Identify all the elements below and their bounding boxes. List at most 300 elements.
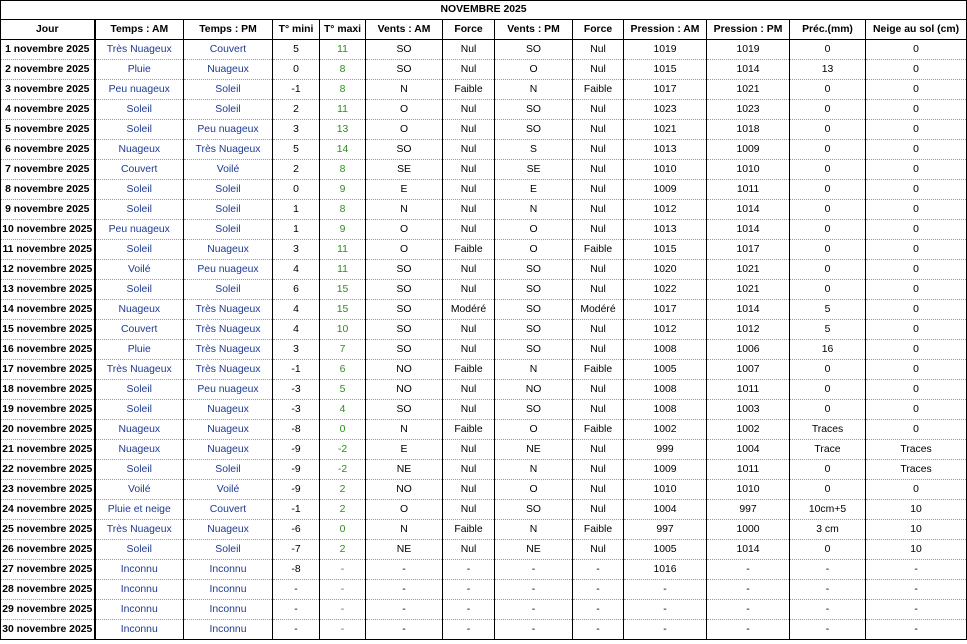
cell-t-maxi[interactable]: - — [320, 600, 366, 620]
cell-vents-am[interactable]: SO — [366, 60, 443, 80]
cell-pression-pm[interactable]: - — [707, 620, 790, 640]
cell-temps-pm[interactable]: Nuageux — [184, 240, 273, 260]
cell-t-mini[interactable]: -9 — [273, 460, 320, 480]
cell-temps-am[interactable]: Soleil — [95, 400, 184, 420]
cell-temps-pm[interactable]: Soleil — [184, 460, 273, 480]
cell-t-maxi[interactable]: 8 — [320, 160, 366, 180]
cell-t-maxi[interactable]: 9 — [320, 220, 366, 240]
cell-temps-pm[interactable]: Nuageux — [184, 520, 273, 540]
cell-vents-am[interactable]: N — [366, 80, 443, 100]
cell-force-pm[interactable]: Nul — [573, 120, 624, 140]
cell-temps-am[interactable]: Soleil — [95, 100, 184, 120]
cell-temps-pm[interactable]: Inconnu — [184, 560, 273, 580]
cell-force-am[interactable]: Faible — [443, 420, 495, 440]
cell-vents-am[interactable]: SO — [366, 300, 443, 320]
cell-day[interactable]: 7 novembre 2025 — [1, 160, 95, 180]
cell-force-am[interactable]: Nul — [443, 260, 495, 280]
cell-t-maxi[interactable]: - — [320, 560, 366, 580]
cell-temps-pm[interactable]: Nuageux — [184, 400, 273, 420]
cell-force-am[interactable]: Nul — [443, 500, 495, 520]
cell-t-maxi[interactable]: 11 — [320, 260, 366, 280]
cell-pression-pm[interactable]: 1014 — [707, 300, 790, 320]
cell-temps-pm[interactable]: Voilé — [184, 160, 273, 180]
cell-neige[interactable]: 0 — [866, 320, 967, 340]
cell-pression-am[interactable]: - — [624, 620, 707, 640]
cell-pression-pm[interactable]: 1011 — [707, 180, 790, 200]
cell-vents-pm[interactable]: SO — [495, 280, 573, 300]
cell-t-maxi[interactable]: 9 — [320, 180, 366, 200]
cell-neige[interactable]: 0 — [866, 200, 967, 220]
cell-temps-am[interactable]: Inconnu — [95, 560, 184, 580]
cell-neige[interactable]: 0 — [866, 360, 967, 380]
cell-pression-am[interactable]: 1002 — [624, 420, 707, 440]
cell-temps-pm[interactable]: Soleil — [184, 200, 273, 220]
cell-t-mini[interactable]: 0 — [273, 60, 320, 80]
cell-force-pm[interactable]: Faible — [573, 420, 624, 440]
cell-temps-pm[interactable]: Nuageux — [184, 440, 273, 460]
cell-prec[interactable]: 0 — [790, 80, 866, 100]
cell-t-mini[interactable]: -1 — [273, 80, 320, 100]
cell-temps-pm[interactable]: Soleil — [184, 100, 273, 120]
cell-pression-pm[interactable]: 997 — [707, 500, 790, 520]
cell-t-mini[interactable]: 3 — [273, 340, 320, 360]
cell-force-pm[interactable]: - — [573, 580, 624, 600]
cell-t-maxi[interactable]: 4 — [320, 400, 366, 420]
cell-temps-pm[interactable]: Voilé — [184, 480, 273, 500]
cell-t-mini[interactable]: 0 — [273, 180, 320, 200]
cell-temps-am[interactable]: Soleil — [95, 380, 184, 400]
cell-vents-pm[interactable]: N — [495, 80, 573, 100]
cell-pression-pm[interactable]: 1010 — [707, 480, 790, 500]
cell-t-mini[interactable]: 4 — [273, 300, 320, 320]
cell-force-am[interactable]: Nul — [443, 280, 495, 300]
cell-force-am[interactable]: Nul — [443, 460, 495, 480]
cell-vents-pm[interactable]: N — [495, 200, 573, 220]
cell-temps-pm[interactable]: Soleil — [184, 220, 273, 240]
cell-pression-pm[interactable]: 1014 — [707, 220, 790, 240]
cell-force-am[interactable]: Nul — [443, 160, 495, 180]
cell-temps-am[interactable]: Soleil — [95, 280, 184, 300]
cell-prec[interactable]: Trace — [790, 440, 866, 460]
cell-prec[interactable]: - — [790, 620, 866, 640]
cell-pression-pm[interactable]: 1011 — [707, 460, 790, 480]
cell-pression-pm[interactable]: 1014 — [707, 60, 790, 80]
cell-neige[interactable]: 0 — [866, 140, 967, 160]
cell-vents-pm[interactable]: NE — [495, 440, 573, 460]
cell-t-mini[interactable]: -8 — [273, 420, 320, 440]
cell-temps-am[interactable]: Couvert — [95, 320, 184, 340]
cell-day[interactable]: 8 novembre 2025 — [1, 180, 95, 200]
cell-day[interactable]: 17 novembre 2025 — [1, 360, 95, 380]
cell-vents-am[interactable]: N — [366, 520, 443, 540]
cell-vents-am[interactable]: - — [366, 620, 443, 640]
header-vents-pm[interactable]: Vents : PM — [495, 20, 573, 40]
cell-neige[interactable]: 0 — [866, 260, 967, 280]
cell-force-am[interactable]: Nul — [443, 40, 495, 60]
cell-force-am[interactable]: - — [443, 560, 495, 580]
cell-pression-pm[interactable]: 1002 — [707, 420, 790, 440]
cell-t-maxi[interactable]: -2 — [320, 440, 366, 460]
cell-vents-am[interactable]: NO — [366, 360, 443, 380]
cell-day[interactable]: 23 novembre 2025 — [1, 480, 95, 500]
cell-neige[interactable]: - — [866, 600, 967, 620]
cell-pression-am[interactable]: - — [624, 580, 707, 600]
cell-vents-am[interactable]: O — [366, 500, 443, 520]
cell-neige[interactable]: 0 — [866, 220, 967, 240]
cell-day[interactable]: 11 novembre 2025 — [1, 240, 95, 260]
cell-temps-am[interactable]: Nuageux — [95, 420, 184, 440]
cell-temps-am[interactable]: Très Nuageux — [95, 520, 184, 540]
cell-pression-am[interactable]: 1008 — [624, 380, 707, 400]
cell-prec[interactable]: 0 — [790, 40, 866, 60]
cell-t-mini[interactable]: 3 — [273, 120, 320, 140]
cell-prec[interactable]: 5 — [790, 300, 866, 320]
cell-day[interactable]: 13 novembre 2025 — [1, 280, 95, 300]
cell-vents-am[interactable]: SO — [366, 260, 443, 280]
cell-pression-am[interactable]: 1005 — [624, 540, 707, 560]
cell-pression-am[interactable]: 1008 — [624, 340, 707, 360]
cell-day[interactable]: 30 novembre 2025 — [1, 620, 95, 640]
cell-force-pm[interactable]: Nul — [573, 100, 624, 120]
cell-t-maxi[interactable]: 11 — [320, 240, 366, 260]
cell-vents-pm[interactable]: SO — [495, 320, 573, 340]
cell-prec[interactable]: 0 — [790, 240, 866, 260]
cell-t-mini[interactable]: -1 — [273, 360, 320, 380]
cell-force-pm[interactable]: - — [573, 600, 624, 620]
header-prec[interactable]: Préc.(mm) — [790, 20, 866, 40]
cell-temps-pm[interactable]: Soleil — [184, 80, 273, 100]
cell-prec[interactable]: 0 — [790, 400, 866, 420]
cell-temps-am[interactable]: Nuageux — [95, 300, 184, 320]
cell-force-am[interactable]: Nul — [443, 340, 495, 360]
cell-pression-pm[interactable]: 1009 — [707, 140, 790, 160]
cell-pression-pm[interactable]: 1021 — [707, 80, 790, 100]
cell-force-pm[interactable]: Faible — [573, 240, 624, 260]
cell-neige[interactable]: 0 — [866, 80, 967, 100]
cell-prec[interactable]: 3 cm — [790, 520, 866, 540]
cell-vents-pm[interactable]: SO — [495, 340, 573, 360]
cell-temps-pm[interactable]: Couvert — [184, 40, 273, 60]
cell-pression-am[interactable]: 1009 — [624, 180, 707, 200]
cell-temps-am[interactable]: Soleil — [95, 460, 184, 480]
cell-t-mini[interactable]: -8 — [273, 560, 320, 580]
cell-pression-am[interactable]: 1015 — [624, 60, 707, 80]
cell-vents-pm[interactable]: E — [495, 180, 573, 200]
cell-force-pm[interactable]: Nul — [573, 220, 624, 240]
cell-temps-pm[interactable]: Inconnu — [184, 600, 273, 620]
cell-neige[interactable]: 0 — [866, 180, 967, 200]
cell-temps-pm[interactable]: Couvert — [184, 500, 273, 520]
cell-prec[interactable]: 0 — [790, 380, 866, 400]
cell-force-pm[interactable]: Faible — [573, 80, 624, 100]
header-pression-pm[interactable]: Pression : PM — [707, 20, 790, 40]
cell-temps-pm[interactable]: Très Nuageux — [184, 140, 273, 160]
cell-t-maxi[interactable]: 5 — [320, 380, 366, 400]
cell-pression-am[interactable]: 999 — [624, 440, 707, 460]
cell-vents-am[interactable]: - — [366, 560, 443, 580]
cell-day[interactable]: 18 novembre 2025 — [1, 380, 95, 400]
cell-day[interactable]: 20 novembre 2025 — [1, 420, 95, 440]
cell-neige[interactable]: 0 — [866, 100, 967, 120]
cell-t-mini[interactable]: -1 — [273, 500, 320, 520]
cell-vents-am[interactable]: N — [366, 420, 443, 440]
cell-temps-am[interactable]: Nuageux — [95, 440, 184, 460]
cell-neige[interactable]: 10 — [866, 520, 967, 540]
cell-day[interactable]: 28 novembre 2025 — [1, 580, 95, 600]
cell-neige[interactable]: - — [866, 620, 967, 640]
header-pression-am[interactable]: Pression : AM — [624, 20, 707, 40]
cell-neige[interactable]: 0 — [866, 280, 967, 300]
cell-vents-pm[interactable]: SE — [495, 160, 573, 180]
cell-pression-pm[interactable]: 1004 — [707, 440, 790, 460]
cell-temps-am[interactable]: Inconnu — [95, 580, 184, 600]
cell-prec[interactable]: - — [790, 580, 866, 600]
cell-force-pm[interactable]: Nul — [573, 380, 624, 400]
cell-force-am[interactable]: Nul — [443, 120, 495, 140]
cell-prec[interactable]: - — [790, 600, 866, 620]
cell-day[interactable]: 10 novembre 2025 — [1, 220, 95, 240]
cell-t-mini[interactable]: 5 — [273, 140, 320, 160]
cell-t-maxi[interactable]: - — [320, 620, 366, 640]
header-neige[interactable]: Neige au sol (cm) — [866, 20, 967, 40]
cell-day[interactable]: 9 novembre 2025 — [1, 200, 95, 220]
cell-temps-am[interactable]: Soleil — [95, 200, 184, 220]
cell-t-maxi[interactable]: 8 — [320, 80, 366, 100]
cell-vents-pm[interactable]: N — [495, 360, 573, 380]
cell-force-am[interactable]: - — [443, 620, 495, 640]
cell-temps-pm[interactable]: Peu nuageux — [184, 120, 273, 140]
cell-pression-pm[interactable]: - — [707, 560, 790, 580]
cell-t-maxi[interactable]: 6 — [320, 360, 366, 380]
cell-vents-am[interactable]: NE — [366, 460, 443, 480]
cell-neige[interactable]: 0 — [866, 300, 967, 320]
cell-prec[interactable]: 0 — [790, 100, 866, 120]
cell-prec[interactable]: 0 — [790, 360, 866, 380]
cell-temps-pm[interactable]: Inconnu — [184, 620, 273, 640]
cell-neige[interactable]: 0 — [866, 400, 967, 420]
cell-day[interactable]: 21 novembre 2025 — [1, 440, 95, 460]
cell-pression-am[interactable]: 1023 — [624, 100, 707, 120]
cell-force-am[interactable]: - — [443, 600, 495, 620]
cell-force-pm[interactable]: - — [573, 620, 624, 640]
cell-t-maxi[interactable]: 14 — [320, 140, 366, 160]
cell-temps-am[interactable]: Pluie — [95, 340, 184, 360]
cell-t-mini[interactable]: 1 — [273, 200, 320, 220]
cell-vents-pm[interactable]: SO — [495, 500, 573, 520]
cell-day[interactable]: 6 novembre 2025 — [1, 140, 95, 160]
cell-vents-pm[interactable]: SO — [495, 40, 573, 60]
cell-pression-am[interactable]: 1012 — [624, 320, 707, 340]
cell-force-pm[interactable]: Nul — [573, 180, 624, 200]
cell-pression-pm[interactable]: - — [707, 580, 790, 600]
cell-force-pm[interactable]: Nul — [573, 40, 624, 60]
cell-temps-pm[interactable]: Soleil — [184, 280, 273, 300]
cell-prec[interactable]: 0 — [790, 260, 866, 280]
cell-vents-am[interactable]: NO — [366, 380, 443, 400]
cell-neige[interactable]: 0 — [866, 40, 967, 60]
cell-temps-am[interactable]: Soleil — [95, 120, 184, 140]
cell-vents-am[interactable]: E — [366, 440, 443, 460]
cell-temps-am[interactable]: Inconnu — [95, 600, 184, 620]
cell-vents-am[interactable]: SO — [366, 340, 443, 360]
cell-t-maxi[interactable]: 15 — [320, 280, 366, 300]
cell-temps-am[interactable]: Inconnu — [95, 620, 184, 640]
cell-t-maxi[interactable]: 0 — [320, 420, 366, 440]
cell-prec[interactable]: Traces — [790, 420, 866, 440]
cell-day[interactable]: 24 novembre 2025 — [1, 500, 95, 520]
cell-t-maxi[interactable]: 11 — [320, 100, 366, 120]
cell-prec[interactable]: 0 — [790, 140, 866, 160]
cell-force-am[interactable]: Faible — [443, 360, 495, 380]
cell-pression-pm[interactable]: 1019 — [707, 40, 790, 60]
cell-pression-am[interactable]: 1009 — [624, 460, 707, 480]
cell-vents-pm[interactable]: O — [495, 60, 573, 80]
cell-neige[interactable]: 0 — [866, 60, 967, 80]
cell-force-am[interactable]: Faible — [443, 240, 495, 260]
cell-t-mini[interactable]: 1 — [273, 220, 320, 240]
cell-temps-pm[interactable]: Soleil — [184, 540, 273, 560]
cell-force-pm[interactable]: Nul — [573, 140, 624, 160]
cell-force-pm[interactable]: Nul — [573, 460, 624, 480]
cell-force-am[interactable]: Nul — [443, 220, 495, 240]
cell-temps-pm[interactable]: Peu nuageux — [184, 380, 273, 400]
cell-pression-pm[interactable]: 1007 — [707, 360, 790, 380]
cell-temps-pm[interactable]: Très Nuageux — [184, 300, 273, 320]
cell-temps-am[interactable]: Très Nuageux — [95, 360, 184, 380]
cell-t-maxi[interactable]: 8 — [320, 200, 366, 220]
cell-pression-pm[interactable]: 1017 — [707, 240, 790, 260]
cell-vents-pm[interactable]: - — [495, 600, 573, 620]
cell-t-mini[interactable]: 2 — [273, 100, 320, 120]
cell-neige[interactable]: 0 — [866, 480, 967, 500]
cell-force-am[interactable]: Nul — [443, 440, 495, 460]
cell-temps-am[interactable]: Très Nuageux — [95, 40, 184, 60]
cell-pression-pm[interactable]: 1014 — [707, 540, 790, 560]
cell-neige[interactable]: - — [866, 560, 967, 580]
cell-prec[interactable]: 0 — [790, 480, 866, 500]
cell-prec[interactable]: 13 — [790, 60, 866, 80]
cell-vents-am[interactable]: - — [366, 600, 443, 620]
cell-vents-am[interactable]: SO — [366, 40, 443, 60]
cell-force-am[interactable]: Nul — [443, 60, 495, 80]
cell-pression-am[interactable]: 1017 — [624, 80, 707, 100]
cell-neige[interactable]: Traces — [866, 460, 967, 480]
cell-force-pm[interactable]: Nul — [573, 280, 624, 300]
cell-force-am[interactable]: Nul — [443, 320, 495, 340]
cell-vents-am[interactable]: SO — [366, 140, 443, 160]
cell-vents-am[interactable]: SO — [366, 400, 443, 420]
cell-temps-pm[interactable]: Peu nuageux — [184, 260, 273, 280]
cell-t-maxi[interactable]: 11 — [320, 40, 366, 60]
cell-prec[interactable]: 0 — [790, 200, 866, 220]
cell-temps-am[interactable]: Pluie — [95, 60, 184, 80]
cell-temps-am[interactable]: Soleil — [95, 540, 184, 560]
cell-t-maxi[interactable]: 0 — [320, 520, 366, 540]
header-t-maxi[interactable]: T° maxi — [320, 20, 366, 40]
cell-t-maxi[interactable]: 8 — [320, 60, 366, 80]
cell-pression-pm[interactable]: - — [707, 600, 790, 620]
cell-pression-am[interactable]: 1022 — [624, 280, 707, 300]
cell-force-pm[interactable]: Nul — [573, 60, 624, 80]
cell-pression-pm[interactable]: 1023 — [707, 100, 790, 120]
cell-pression-am[interactable]: 1010 — [624, 480, 707, 500]
cell-vents-am[interactable]: O — [366, 120, 443, 140]
cell-pression-pm[interactable]: 1011 — [707, 380, 790, 400]
cell-temps-pm[interactable]: Nuageux — [184, 420, 273, 440]
cell-pression-am[interactable]: 1008 — [624, 400, 707, 420]
cell-prec[interactable]: - — [790, 560, 866, 580]
cell-force-pm[interactable]: Nul — [573, 400, 624, 420]
cell-t-maxi[interactable]: 10 — [320, 320, 366, 340]
cell-force-pm[interactable]: Nul — [573, 500, 624, 520]
cell-day[interactable]: 2 novembre 2025 — [1, 60, 95, 80]
cell-pression-pm[interactable]: 1000 — [707, 520, 790, 540]
cell-vents-pm[interactable]: SO — [495, 400, 573, 420]
cell-force-pm[interactable]: Nul — [573, 160, 624, 180]
cell-t-mini[interactable]: -9 — [273, 440, 320, 460]
header-temps-am[interactable]: Temps : AM — [95, 20, 184, 40]
cell-t-mini[interactable]: 5 — [273, 40, 320, 60]
cell-prec[interactable]: 0 — [790, 220, 866, 240]
cell-vents-pm[interactable]: S — [495, 140, 573, 160]
cell-force-am[interactable]: Faible — [443, 80, 495, 100]
cell-neige[interactable]: - — [866, 580, 967, 600]
cell-temps-am[interactable]: Soleil — [95, 180, 184, 200]
cell-vents-pm[interactable]: O — [495, 480, 573, 500]
cell-temps-pm[interactable]: Très Nuageux — [184, 340, 273, 360]
cell-prec[interactable]: 0 — [790, 540, 866, 560]
cell-pression-am[interactable]: 1004 — [624, 500, 707, 520]
cell-t-maxi[interactable]: - — [320, 580, 366, 600]
cell-force-pm[interactable]: Nul — [573, 320, 624, 340]
cell-t-maxi[interactable]: -2 — [320, 460, 366, 480]
cell-pression-pm[interactable]: 1021 — [707, 280, 790, 300]
cell-force-pm[interactable]: Modéré — [573, 300, 624, 320]
cell-pression-am[interactable]: 1015 — [624, 240, 707, 260]
cell-temps-pm[interactable]: Soleil — [184, 180, 273, 200]
cell-pression-pm[interactable]: 1018 — [707, 120, 790, 140]
cell-temps-am[interactable]: Soleil — [95, 240, 184, 260]
cell-t-mini[interactable]: -6 — [273, 520, 320, 540]
cell-prec[interactable]: 0 — [790, 280, 866, 300]
cell-pression-am[interactable]: 1016 — [624, 560, 707, 580]
cell-temps-am[interactable]: Nuageux — [95, 140, 184, 160]
cell-vents-pm[interactable]: - — [495, 560, 573, 580]
cell-day[interactable]: 19 novembre 2025 — [1, 400, 95, 420]
cell-force-am[interactable]: Nul — [443, 100, 495, 120]
cell-vents-pm[interactable]: O — [495, 420, 573, 440]
cell-day[interactable]: 26 novembre 2025 — [1, 540, 95, 560]
cell-pression-am[interactable]: 997 — [624, 520, 707, 540]
cell-pression-am[interactable]: 1013 — [624, 220, 707, 240]
cell-vents-pm[interactable]: SO — [495, 100, 573, 120]
cell-vents-pm[interactable]: SO — [495, 120, 573, 140]
cell-neige[interactable]: 10 — [866, 500, 967, 520]
cell-day[interactable]: 3 novembre 2025 — [1, 80, 95, 100]
cell-t-mini[interactable]: 3 — [273, 240, 320, 260]
cell-prec[interactable]: 16 — [790, 340, 866, 360]
cell-force-pm[interactable]: Faible — [573, 360, 624, 380]
cell-temps-am[interactable]: Peu nuageux — [95, 220, 184, 240]
cell-force-am[interactable]: Nul — [443, 200, 495, 220]
cell-force-pm[interactable]: - — [573, 560, 624, 580]
cell-prec[interactable]: 0 — [790, 120, 866, 140]
cell-force-pm[interactable]: Nul — [573, 340, 624, 360]
cell-vents-pm[interactable]: O — [495, 240, 573, 260]
cell-pression-am[interactable]: 1021 — [624, 120, 707, 140]
cell-vents-am[interactable]: O — [366, 240, 443, 260]
cell-day[interactable]: 14 novembre 2025 — [1, 300, 95, 320]
